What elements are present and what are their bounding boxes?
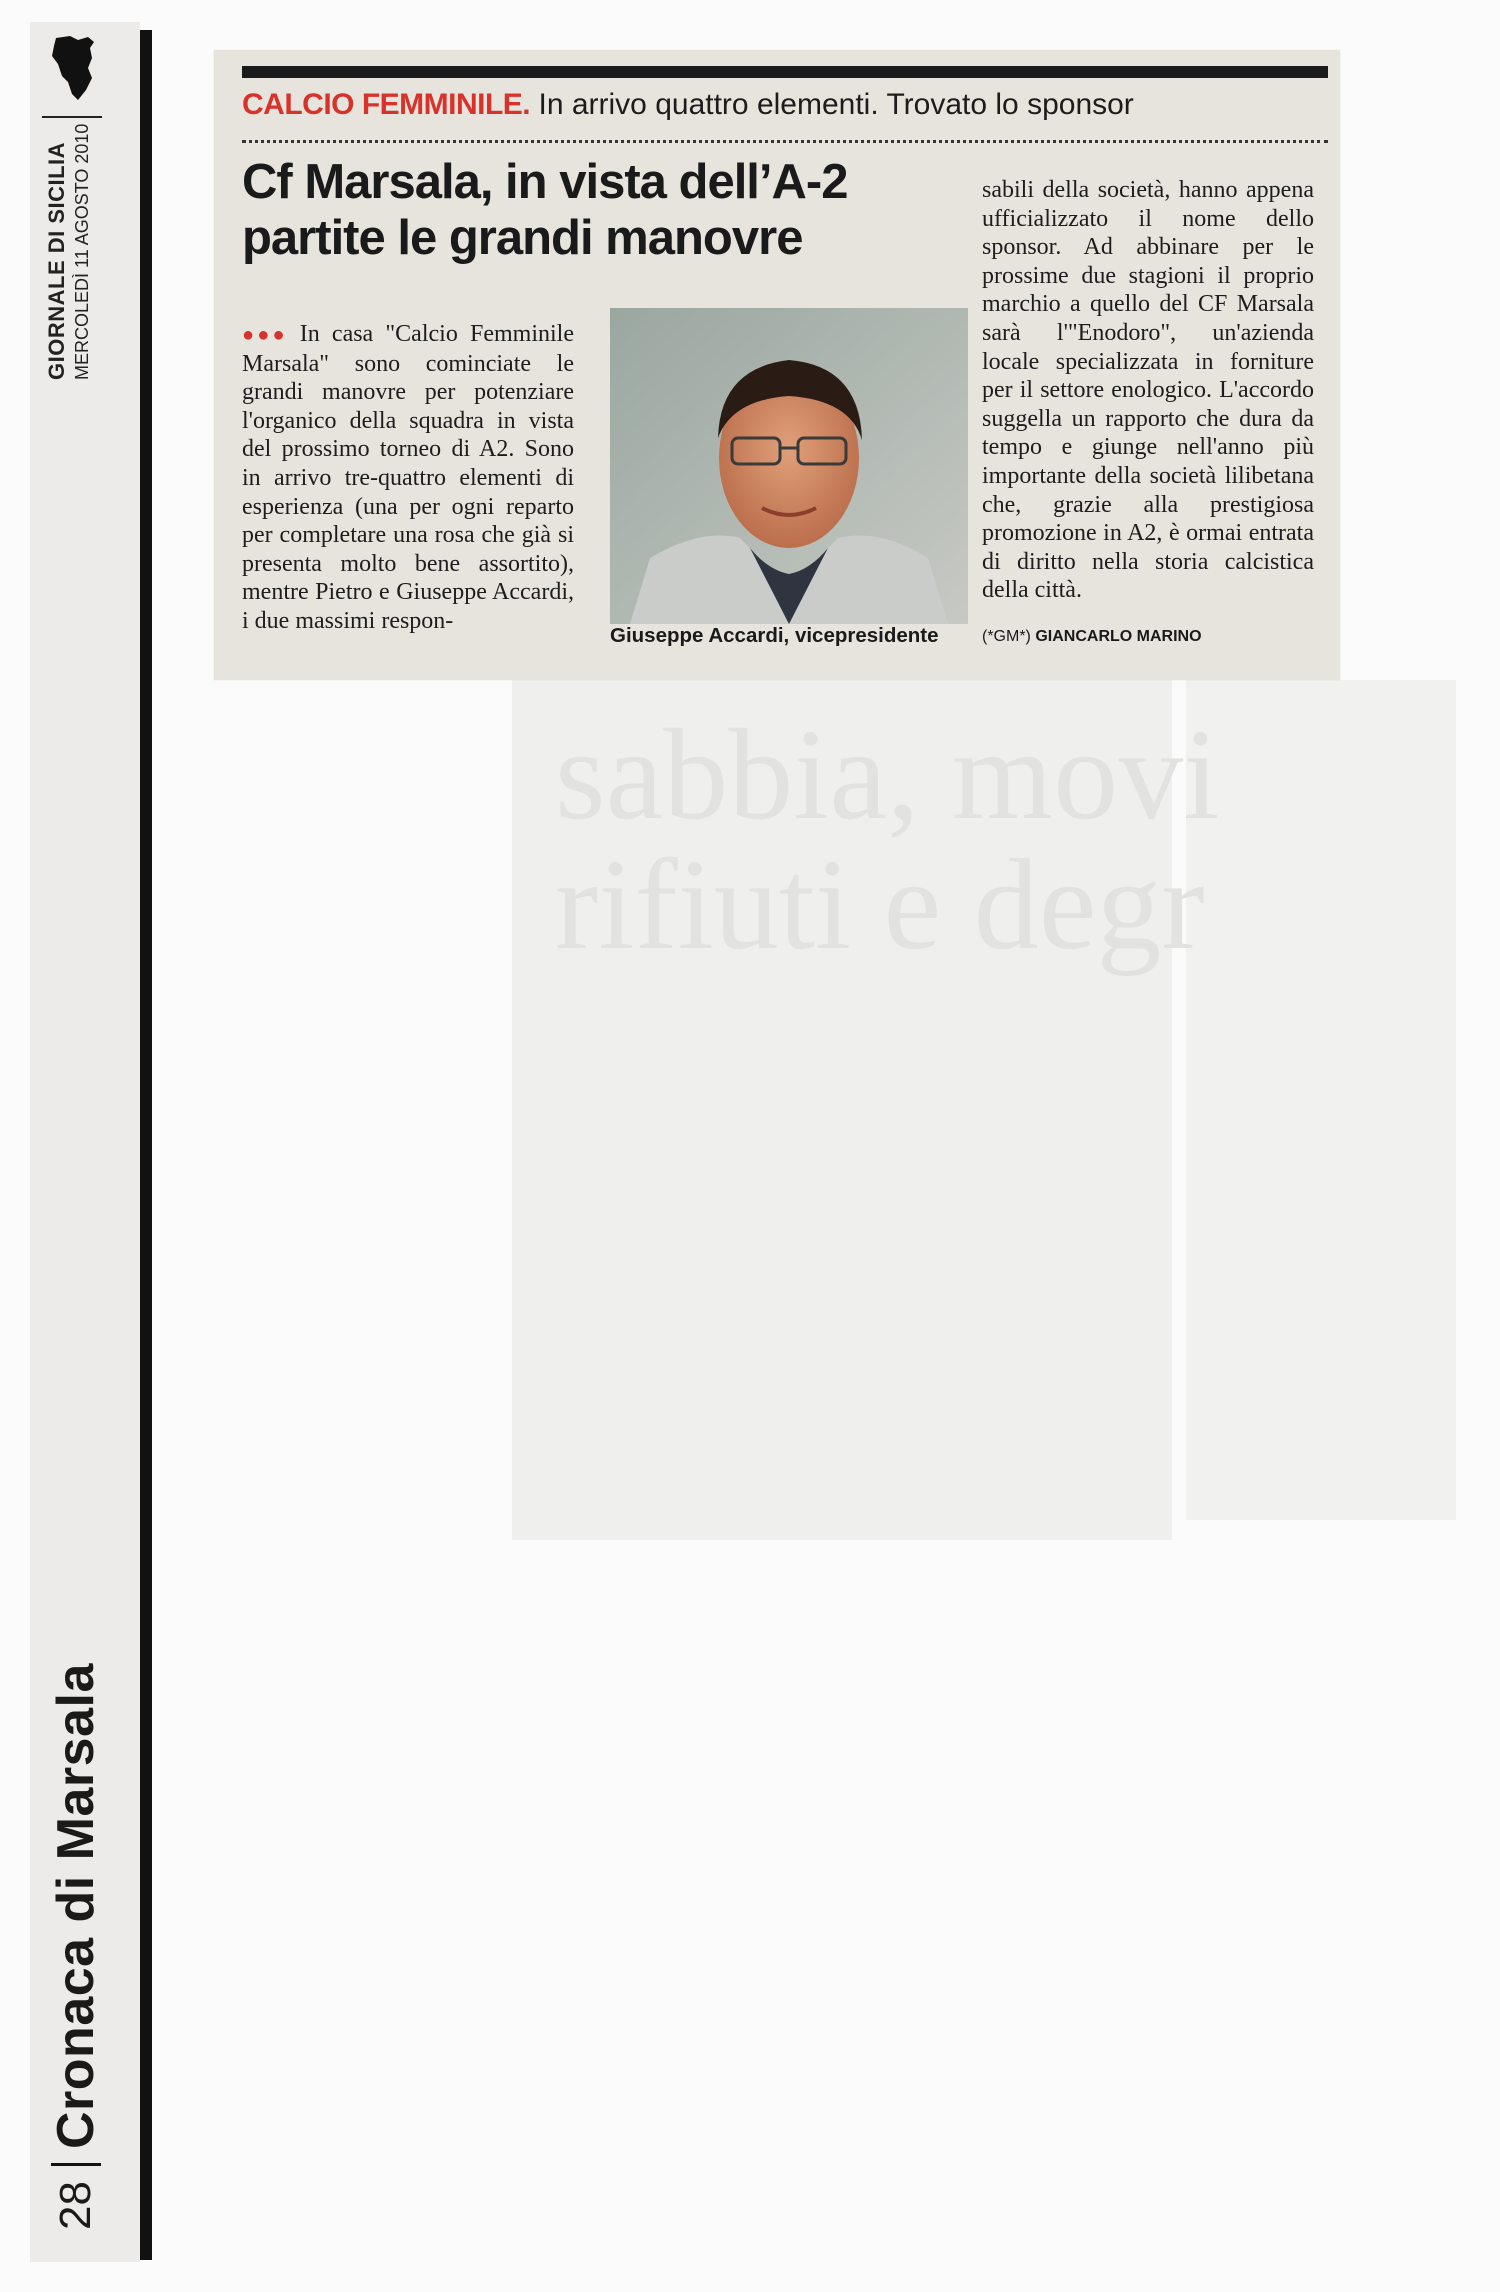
- newspaper-name: GIORNALE DI SICILIA: [44, 141, 69, 380]
- margin-vertical-rule: [140, 30, 152, 2260]
- publication-date: MERCOLEDÌ 11 AGOSTO 2010: [72, 123, 92, 380]
- bleed-through-headline: [555, 703, 1220, 977]
- bullet-dots-icon: ●●●: [242, 324, 288, 346]
- page-number: 28: [51, 2181, 100, 2230]
- article-body-right-column: sabili della società, hanno appena ufficializzato il nome dello sponsor. Ad abbinare per le prossime due stagioni il proprio marchio a quello del CF Marsala sarà l'"Enodoro", un'azienda locale specializzata in forniture per il settore enologico. L'accordo suggella un rapporto che dura da tempo e giunge nell'anno più importante della società lilibetana che, grazie alla prestigiosa promozione in A2, è ormai entrata di diritto nella storia calcistica della città.: [982, 177, 1314, 604]
- masthead: [44, 124, 93, 380]
- bleed-through-side-block: [1186, 680, 1456, 1520]
- bleed-through-line-1: sabbia, movi: [555, 703, 1220, 847]
- page-number-separator: [51, 2163, 101, 2166]
- section-title: Cronaca di Marsala: [47, 1663, 105, 2149]
- byline-initials: (*GM*): [982, 628, 1031, 645]
- article-body-left-text: In casa "Calcio Femminile Marsala" sono cominciate le grandi manovre per potenziare l'organico della squadra in vista del prossimo torneo di A2. Sono in arrivo tre-quattro elementi di esperienza (una per ogni reparto per completare una rosa che già si presenta molto bene assortito), mentre Pietro e Giuseppe Accardi, i due massimi respon-: [242, 321, 574, 634]
- section-header: [46, 1663, 106, 2230]
- article-clipping: [214, 50, 1340, 680]
- kicker-dotted-rule: [242, 140, 1328, 143]
- byline-author: GIANCARLO MARINO: [1035, 628, 1202, 645]
- kicker-text: In arrivo quattro elementi. Trovato lo sponsor: [538, 88, 1134, 121]
- bleed-through-line-2: rifiuti e degr: [555, 833, 1205, 977]
- masthead-separator: [42, 116, 102, 118]
- kicker-category: CALCIO FEMMINILE.: [242, 88, 531, 121]
- photo-caption: Giuseppe Accardi, vicepresidente: [610, 624, 939, 647]
- article-top-rule: [242, 66, 1328, 78]
- portrait-photo: [610, 308, 968, 652]
- article-headline: Cf Marsala, in vista dell’A-2 partite le grandi manovre: [242, 155, 848, 265]
- article-byline: [982, 628, 1202, 646]
- article-kicker: [242, 88, 1332, 122]
- article-body-left-column: [242, 320, 574, 636]
- sicily-map-icon: [48, 34, 98, 102]
